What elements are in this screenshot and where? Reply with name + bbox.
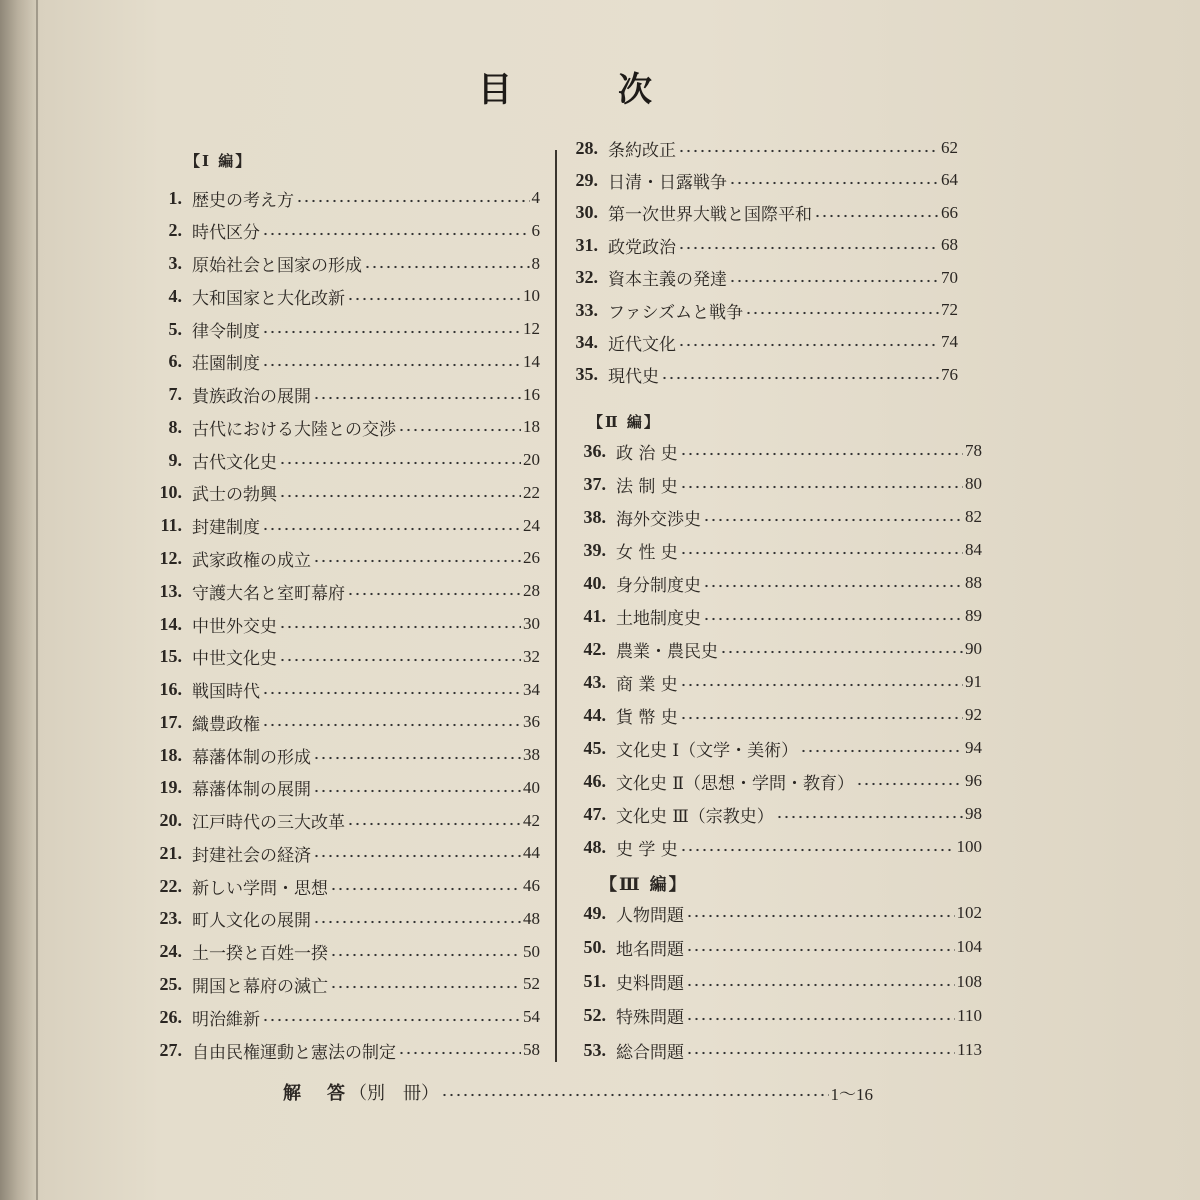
answers-label: 解 答 xyxy=(283,1083,349,1104)
entry-number: 14. xyxy=(159,613,182,634)
entry-page: 70 xyxy=(941,267,958,287)
toc-entry[interactable] xyxy=(136,871,540,901)
entry-page: 90 xyxy=(965,639,982,658)
leader-dots xyxy=(296,199,530,203)
entry-page: 72 xyxy=(941,300,958,319)
entry-title: 大和国家と大化改新 xyxy=(192,288,345,309)
entry-number: 2. xyxy=(168,220,182,241)
entry-title: 文化史 Ⅱ（思想・学問・教育） xyxy=(616,773,854,794)
entry-page: 10 xyxy=(523,286,540,306)
leader-dots xyxy=(313,854,521,858)
toc-entry[interactable] xyxy=(560,436,982,466)
entry-number: 11. xyxy=(160,515,182,536)
entry-title: 日清・日露戦争 xyxy=(608,172,727,193)
toc-entry[interactable] xyxy=(136,347,540,377)
leader-dots xyxy=(720,650,963,654)
entry-title: 商 業 史 xyxy=(616,674,678,695)
toc-entry[interactable] xyxy=(136,249,540,279)
entry-number: 53. xyxy=(583,1039,606,1060)
entry-page: 22 xyxy=(523,482,540,502)
leader-dots xyxy=(678,343,939,347)
entry-page: 100 xyxy=(956,837,982,856)
entry-title: 織豊政権 xyxy=(192,714,260,735)
entry-number: 21. xyxy=(159,842,182,863)
entry-number: 6. xyxy=(168,351,182,372)
toc-entry[interactable] xyxy=(552,230,958,260)
entry-title: 時代区分 xyxy=(192,223,260,244)
entry-number: 45. xyxy=(583,737,606,758)
toc-entry[interactable] xyxy=(560,1035,982,1065)
toc-entry[interactable] xyxy=(136,281,540,311)
toc-entry[interactable] xyxy=(552,133,958,163)
entry-page: 88 xyxy=(965,573,982,592)
entry-title: 中世外交史 xyxy=(192,616,277,637)
entry-title: 条約改正 xyxy=(608,140,676,161)
entry-page: 113 xyxy=(957,1040,982,1059)
entry-title: 地名問題 xyxy=(616,939,684,960)
toc-entry[interactable] xyxy=(552,198,958,228)
answers-pages: 1〜16 xyxy=(830,1084,873,1104)
leader-dots xyxy=(680,551,963,555)
entry-title: 封建制度 xyxy=(192,518,260,539)
leader-dots xyxy=(703,584,963,588)
leader-dots xyxy=(347,822,521,826)
entry-page: 78 xyxy=(965,441,982,460)
entry-number: 4. xyxy=(168,285,182,306)
entry-number: 7. xyxy=(168,384,182,405)
entry-number: 37. xyxy=(583,473,606,494)
entry-title: 律令制度 xyxy=(192,321,260,342)
entry-number: 47. xyxy=(583,803,606,824)
entry-page: 28 xyxy=(523,581,540,601)
leader-dots xyxy=(398,428,521,432)
toc-entry[interactable] xyxy=(136,969,540,999)
entry-title: 文化史 Ⅰ（文学・美術） xyxy=(616,740,799,761)
entry-number: 25. xyxy=(159,973,182,994)
toc-entry[interactable] xyxy=(560,601,982,631)
entry-title: 自由民権運動と憲法の制定 xyxy=(192,1042,396,1063)
entry-page: 108 xyxy=(956,971,982,991)
title-char-1: 目 xyxy=(478,70,512,110)
leader-dots xyxy=(330,887,521,891)
entry-number: 44. xyxy=(583,704,606,725)
entry-title: 第一次世界大戦と国際平和 xyxy=(608,205,812,226)
entry-title: 近代文化 xyxy=(608,334,676,355)
entry-page: 102 xyxy=(956,903,982,922)
leader-dots xyxy=(678,246,939,250)
entry-number: 13. xyxy=(159,580,182,601)
entry-title: 土地制度史 xyxy=(616,608,701,629)
entry-page: 94 xyxy=(965,738,982,757)
entry-number: 34. xyxy=(575,331,598,352)
entry-page: 89 xyxy=(965,606,982,625)
toc-entry[interactable] xyxy=(560,799,982,829)
toc-entry[interactable] xyxy=(136,937,540,967)
leader-dots xyxy=(680,848,955,852)
entry-number: 46. xyxy=(583,770,606,791)
entry-number: 28. xyxy=(575,137,598,158)
entry-number: 33. xyxy=(575,299,598,320)
toc-entry[interactable] xyxy=(136,740,540,770)
entry-page: 14 xyxy=(523,351,540,371)
toc-entry[interactable] xyxy=(560,502,982,532)
entry-page: 110 xyxy=(957,1005,982,1025)
entry-page: 92 xyxy=(965,705,982,724)
leader-dots xyxy=(262,723,521,727)
entry-title: 貨 幣 史 xyxy=(616,707,678,728)
toc-entry[interactable] xyxy=(560,766,982,796)
entry-page: 20 xyxy=(523,450,540,470)
toc-entry[interactable] xyxy=(136,478,540,508)
leader-dots xyxy=(686,1017,955,1021)
entry-page: 24 xyxy=(523,515,540,535)
answers-note: （別 冊） xyxy=(349,1083,439,1104)
leader-dots xyxy=(856,782,963,786)
entry-number: 41. xyxy=(583,605,606,626)
leader-dots xyxy=(313,789,521,793)
entry-number: 1. xyxy=(168,187,182,208)
toc-entry[interactable] xyxy=(552,360,958,390)
leader-dots xyxy=(279,625,521,629)
entry-page: 18 xyxy=(523,417,540,437)
leader-dots xyxy=(262,691,521,695)
entry-number: 19. xyxy=(159,777,182,798)
entry-page: 12 xyxy=(523,319,540,339)
leader-dots xyxy=(313,756,521,760)
entry-title: 歴史の考え方 xyxy=(192,190,294,211)
entry-title: 荘園制度 xyxy=(192,354,260,375)
toc-entry[interactable] xyxy=(136,838,540,868)
leader-dots xyxy=(347,592,521,596)
entry-number: 16. xyxy=(159,679,182,700)
entry-page: 40 xyxy=(523,777,540,797)
entry-page: 36 xyxy=(523,712,540,732)
entry-page: 42 xyxy=(523,810,540,830)
entry-number: 23. xyxy=(159,908,182,929)
entry-page: 26 xyxy=(523,548,540,568)
leader-dots xyxy=(330,953,521,957)
entry-title: 新しい学問・思想 xyxy=(192,878,328,899)
footer-answers xyxy=(283,1078,873,1106)
leader-dots xyxy=(800,749,963,753)
entry-page: 8 xyxy=(531,253,540,273)
entry-page: 98 xyxy=(965,804,982,823)
leader-dots xyxy=(814,214,939,218)
leader-dots xyxy=(661,376,939,380)
entry-page: 50 xyxy=(523,941,540,961)
entry-page: 6 xyxy=(531,220,540,240)
entry-page: 66 xyxy=(941,202,958,222)
entry-number: 18. xyxy=(159,744,182,765)
entry-title: 女 性 史 xyxy=(616,542,678,563)
toc-entry[interactable] xyxy=(136,642,540,672)
entry-number: 20. xyxy=(159,810,182,831)
entry-title: 江戸時代の三大改革 xyxy=(192,813,345,834)
entry-number: 43. xyxy=(583,671,606,692)
toc-entry[interactable] xyxy=(136,576,540,606)
entry-number: 30. xyxy=(575,202,598,223)
leader-dots xyxy=(262,1018,521,1022)
leader-dots xyxy=(330,985,521,989)
toc-entry[interactable] xyxy=(552,165,958,195)
entry-page: 46 xyxy=(523,876,540,896)
leader-dots xyxy=(686,1051,955,1055)
leader-dots xyxy=(729,181,939,185)
entry-number: 32. xyxy=(575,267,598,288)
leader-dots xyxy=(398,1051,521,1055)
entry-title: 総合問題 xyxy=(616,1042,684,1063)
leader-dots xyxy=(680,683,963,687)
toc-entry[interactable] xyxy=(136,773,540,803)
entry-title: ファシズムと戦争 xyxy=(608,302,744,323)
leader-dots xyxy=(678,149,939,153)
entry-page: 64 xyxy=(941,170,958,190)
entry-page: 82 xyxy=(965,507,982,526)
toc-entry[interactable] xyxy=(136,1035,540,1065)
toc-entry[interactable] xyxy=(136,543,540,573)
entry-title: 法 制 史 xyxy=(616,476,678,497)
entry-page: 38 xyxy=(523,745,540,765)
toc-entry[interactable] xyxy=(136,1002,540,1032)
leader-dots xyxy=(262,363,521,367)
leader-dots xyxy=(364,265,530,269)
toc-entry[interactable] xyxy=(560,967,982,997)
section-part-3: 【Ⅲ 編】 xyxy=(600,875,688,895)
toc-entry[interactable] xyxy=(560,898,982,928)
entry-page: 74 xyxy=(941,332,958,352)
leader-dots xyxy=(262,330,521,334)
entry-number: 50. xyxy=(583,936,606,957)
entry-title: 農業・農民史 xyxy=(616,641,718,662)
entry-title: 封建社会の経済 xyxy=(192,845,311,866)
section-part-1: 【Ⅰ 編】 xyxy=(185,152,253,170)
leader-dots xyxy=(313,396,521,400)
leader-dots xyxy=(262,527,521,531)
leader-dots xyxy=(686,983,955,987)
leader-dots xyxy=(441,1093,829,1097)
entry-number: 15. xyxy=(159,646,182,667)
entry-page: 96 xyxy=(965,771,982,790)
entry-title: 文化史 Ⅲ（宗教史） xyxy=(616,806,774,827)
entry-page: 34 xyxy=(523,679,540,699)
toc-entry[interactable] xyxy=(560,469,982,499)
entry-title: 特殊問題 xyxy=(616,1008,684,1029)
entry-title: 土一揆と百姓一揆 xyxy=(192,944,328,965)
entry-title: 中世文化史 xyxy=(192,649,277,670)
entry-number: 40. xyxy=(583,572,606,593)
entry-number: 36. xyxy=(583,440,606,461)
entry-number: 17. xyxy=(159,711,182,732)
entry-page: 44 xyxy=(523,843,540,863)
entry-title: 史料問題 xyxy=(616,974,684,994)
entry-number: 27. xyxy=(159,1039,182,1060)
entry-number: 3. xyxy=(168,253,182,274)
leader-dots xyxy=(279,461,521,465)
entry-number: 5. xyxy=(168,318,182,339)
toc-entry[interactable] xyxy=(560,634,982,664)
entry-title: 幕藩体制の展開 xyxy=(192,780,311,801)
page-edge xyxy=(36,0,38,1200)
toc-entry[interactable] xyxy=(560,700,982,730)
leader-dots xyxy=(279,494,521,498)
leader-dots xyxy=(686,914,955,918)
entry-number: 52. xyxy=(583,1005,606,1026)
entry-title: 人物問題 xyxy=(616,905,684,926)
entry-number: 29. xyxy=(575,169,598,190)
leader-dots xyxy=(729,279,939,283)
leader-dots xyxy=(745,311,939,315)
entry-number: 9. xyxy=(168,449,182,470)
entry-title: 幕藩体制の形成 xyxy=(192,747,311,768)
entry-number: 10. xyxy=(159,482,182,503)
toc-entry[interactable] xyxy=(136,904,540,934)
entry-page: 68 xyxy=(941,235,958,255)
entry-title: 資本主義の発達 xyxy=(608,270,727,291)
entry-title: 戦国時代 xyxy=(192,682,260,703)
entry-page: 58 xyxy=(523,1040,540,1060)
entry-page: 48 xyxy=(523,908,540,928)
entry-number: 35. xyxy=(575,364,598,385)
toc-entry[interactable] xyxy=(560,568,982,598)
toc-entry[interactable] xyxy=(560,667,982,697)
toc-entry[interactable] xyxy=(552,263,958,293)
entry-title: 政 治 史 xyxy=(616,443,678,464)
entry-title: 現代史 xyxy=(608,367,659,388)
entry-title: 古代における大陸との交渉 xyxy=(192,419,396,440)
entry-title: 町人文化の展開 xyxy=(192,911,311,932)
entry-title: 開国と幕府の滅亡 xyxy=(192,976,328,997)
toc-entry[interactable] xyxy=(136,675,540,705)
entry-number: 51. xyxy=(583,971,606,991)
entry-number: 24. xyxy=(159,941,182,962)
entry-number: 31. xyxy=(575,234,598,255)
toc-entry[interactable] xyxy=(552,295,958,325)
entry-page: 80 xyxy=(965,474,982,493)
entry-number: 22. xyxy=(159,875,182,896)
entry-page: 32 xyxy=(523,646,540,666)
leader-dots xyxy=(776,815,963,819)
toc-entry[interactable] xyxy=(136,314,540,344)
title-char-2: 次 xyxy=(618,70,652,110)
toc-entry[interactable] xyxy=(560,932,982,962)
entry-page: 104 xyxy=(956,937,982,957)
leader-dots xyxy=(680,452,963,456)
entry-page: 30 xyxy=(523,614,540,633)
entry-number: 8. xyxy=(168,416,182,437)
entry-page: 52 xyxy=(523,974,540,994)
toc-entry[interactable] xyxy=(136,707,540,737)
section-part-2: 【Ⅱ 編】 xyxy=(588,413,661,431)
entry-title: 身分制度史 xyxy=(616,575,701,596)
leader-dots xyxy=(686,948,955,952)
entry-title: 政党政治 xyxy=(608,237,676,258)
entry-number: 48. xyxy=(583,836,606,857)
entry-number: 38. xyxy=(583,506,606,527)
toc-entry[interactable] xyxy=(552,327,958,357)
entry-title: 武家政権の成立 xyxy=(192,550,311,571)
toc-entry[interactable] xyxy=(136,511,540,541)
leader-dots xyxy=(279,658,521,662)
entry-number: 26. xyxy=(159,1006,182,1027)
leader-dots xyxy=(347,297,521,301)
entry-page: 54 xyxy=(523,1007,540,1027)
entry-title: 史 学 史 xyxy=(616,839,678,860)
entry-number: 12. xyxy=(159,547,182,568)
entry-title: 守護大名と室町幕府 xyxy=(192,583,345,604)
toc-entry[interactable] xyxy=(136,806,540,836)
leader-dots xyxy=(313,920,521,924)
entry-number: 39. xyxy=(583,539,606,560)
toc-entry[interactable] xyxy=(136,412,540,442)
entry-page: 62 xyxy=(941,138,958,157)
entry-title: 古代文化史 xyxy=(192,452,277,473)
leader-dots xyxy=(680,716,963,720)
leader-dots xyxy=(313,559,521,563)
entry-title: 貴族政治の展開 xyxy=(192,387,311,408)
toc-entry[interactable] xyxy=(136,216,540,246)
entry-page: 76 xyxy=(941,364,958,384)
toc-entry[interactable] xyxy=(560,535,982,565)
entry-page: 16 xyxy=(523,384,540,404)
toc-entry[interactable] xyxy=(560,1001,982,1031)
toc-entry[interactable] xyxy=(560,832,982,862)
entry-title: 原始社会と国家の形成 xyxy=(192,256,362,277)
entry-page: 4 xyxy=(531,188,540,207)
toc-entry[interactable] xyxy=(136,445,540,475)
entry-number: 42. xyxy=(583,638,606,659)
toc-entry[interactable] xyxy=(136,609,540,639)
toc-entry[interactable] xyxy=(136,380,540,410)
entry-title: 武士の勃興 xyxy=(192,485,277,506)
leader-dots xyxy=(680,485,963,489)
entry-page: 84 xyxy=(965,540,982,559)
leader-dots xyxy=(703,518,963,522)
leader-dots xyxy=(262,232,530,236)
entry-page: 91 xyxy=(965,672,982,691)
toc-entry[interactable] xyxy=(560,733,982,763)
entry-title: 明治維新 xyxy=(192,1009,260,1030)
entry-title: 海外交渉史 xyxy=(616,509,701,530)
entry-number: 49. xyxy=(583,902,606,923)
leader-dots xyxy=(703,617,963,621)
toc-entry[interactable] xyxy=(136,183,540,213)
